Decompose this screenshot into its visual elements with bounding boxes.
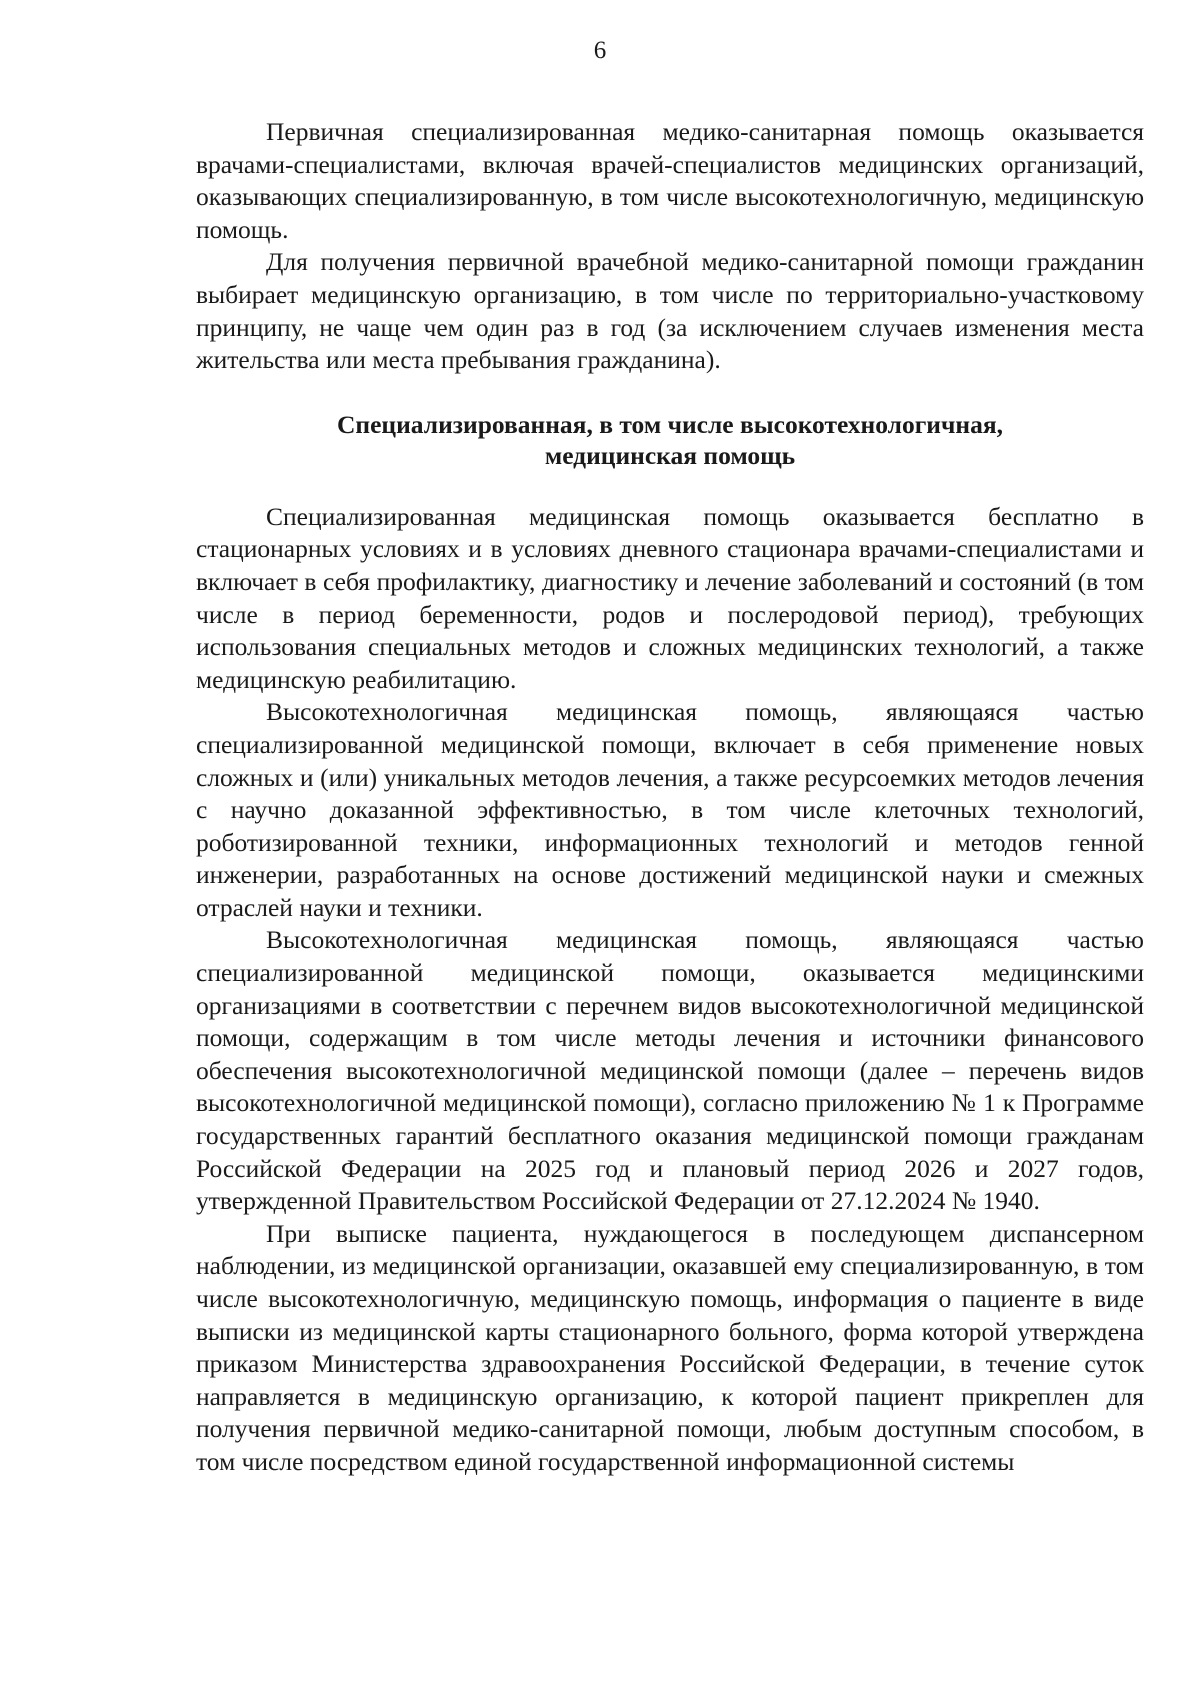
paragraph-patient-discharge: При выписке пациента, нуждающегося в последующем диспансерном наблюдении, из медицинской организации, оказавшей ему специализированную, в том числе высокотехнологичную, медицинскую помощь, информация о пациенте в виде выписки из медицинской карты стационарного больного, форма которой утверждена приказом Министерства здравоохранения Российской Федерации, в течение суток направляется в медицинскую организацию, к которой пациент прикреплен для получения первичной медико-санитарной помощи, любым доступным способом, в том числе посредством единой государственной информационной системы — [196, 1218, 1144, 1476]
paragraph-high-tech-care-list: Высокотехнологичная медицинская помощь, являющаяся частью специализированной медицинской помощи, оказывается медицинскими организациями в соответствии с перечнем видов высокотехнологичной медицинской помощи, содержащим в том числе методы лечения и источники финансового обеспечения высокотехнологичной медицинской помощи (далее – перечень видов высокотехнологичной медицинской помощи), согласно приложению № 1 к Программе государственных гарантий бесплатного оказания медицинской помощи гражданам Российской Федерации на 2025 год и плановый период 2026 и 2027 годов, утвержденной Правительством Российской Федерации от 27.12.2024 № 1940. — [196, 925, 1144, 1216]
section-heading — [196, 409, 1144, 471]
section-heading-line-1: Специализированная, в том числе высокотехнологичная, — [337, 409, 1003, 439]
paragraph-choice-of-organization: Для получения первичной врачебной медико-санитарной помощи гражданин выбирает медицинскую организацию, в том числе по территориально-участковому принципу, не чаще чем один раз в год (за исключением случаев изменения места жительства или места пребывания гражданина). — [196, 247, 1144, 375]
page-number: 6 — [593, 37, 607, 64]
section-heading-line-2: медицинская помощь — [544, 440, 796, 470]
paragraph-specialized-care: Специализированная медицинская помощь оказывается бесплатно в стационарных условиях и в условиях дневного стационара врачами-специалистами и включает в себя профилактику, диагностику и лечение заболеваний и состояний (в том числе в период беременности, родов и послеродовой период), требующих использования специальных методов и сложных медицинских технологий, а также медицинскую реабилитацию. — [196, 501, 1144, 694]
paragraph-high-tech-care-definition: Высокотехнологичная медицинская помощь, являющаяся частью специализированной медицинской помощи, включает в себя применение новых сложных и (или) уникальных методов лечения, а также ресурсоемких методов лечения с научно доказанной эффективностью, в том числе клеточных технологий, роботизированной техники, информационных технологий и методов генной инженерии, разработанных на основе достижений медицинской науки и смежных отраслей науки и техники. — [196, 697, 1144, 922]
paragraph-primary-specialized-care: Первичная специализированная медико-санитарная помощь оказывается врачами-специалистами, включая врачей-специалистов медицинских организаций, оказывающих специализированную, в том числе высокотехнологичную, медицинскую помощь. — [196, 117, 1144, 244]
document-body — [196, 116, 1144, 1479]
